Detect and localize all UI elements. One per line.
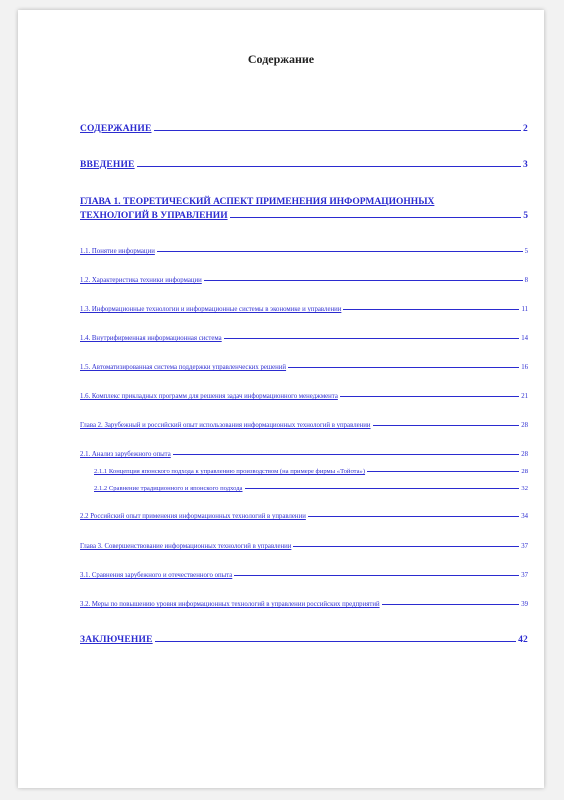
toc-entry-section-2-2[interactable]: 2.2 Российский опыт применения информационных технологий в управлении 34 (80, 513, 528, 520)
toc-entry-section-2-1-2[interactable]: 2.1.2 Сравнение традиционного и японского подхода 32 (94, 485, 528, 492)
page-title: Содержание (247, 52, 315, 66)
toc-entry-section-1-5[interactable]: 1.5. Автоматизированная система поддержки управленческих решений 16 (80, 364, 528, 371)
toc-entry-section-3-2[interactable]: 3.2. Меры по повышению уровня информационных технологий в управлении российских предприятий 39 (80, 601, 528, 608)
toc-entry-section-1-4[interactable]: 1.4. Внутрифирменная информационная система 14 (80, 335, 528, 342)
toc-entry-introduction[interactable]: ВВЕДЕНИЕ 3 (80, 160, 528, 170)
toc-entry-section-1-3[interactable]: 1.3. Информационные технологии и информационные системы в экономике и управлении 11 (80, 306, 528, 313)
toc-entry-section-3-1[interactable]: 3.1. Сравнения зарубежного и отечественного опыта 37 (80, 572, 528, 579)
toc-entry-section-2-1[interactable]: 2.1. Анализ зарубежного опыта 28 (80, 451, 528, 458)
toc-entry-section-1-2[interactable]: 1.2. Характеристика техники информации 8 (80, 277, 528, 284)
toc-entry-chapter-2[interactable]: Глава 2. Зарубежный и российский опыт использования информационных технологий в управлении 28 (80, 422, 528, 429)
toc-entry-chapter-1[interactable]: ГЛАВА 1. ТЕОРЕТИЧЕСКИЙ АСПЕКТ ПРИМЕНЕНИЯ ИНФОРМАЦИОННЫХ ТЕХНОЛОГИЙ В УПРАВЛЕНИИ 5 (80, 197, 528, 221)
toc-entry-section-2-1-1[interactable]: 2.1.1 Концепция японского подхода к управлению производством (на примере фирмы «Тойота») 28 (94, 468, 528, 475)
toc-entry-chapter-3[interactable]: Глава 3. Совершенствование информационных технологий в управлении 37 (80, 543, 528, 550)
toc-entry-contents[interactable]: СОДЕРЖАНИЕ 2 (80, 124, 528, 134)
toc-entry-conclusion[interactable]: ЗАКЛЮЧЕНИЕ 42 (80, 635, 528, 645)
document-page (18, 10, 544, 788)
toc-entry-section-1-1[interactable]: 1.1. Понятие информации 5 (80, 248, 528, 255)
toc-entry-section-1-6[interactable]: 1.6. Комплекс прикладных программ для решения задач информационного менеджмента 21 (80, 393, 528, 400)
